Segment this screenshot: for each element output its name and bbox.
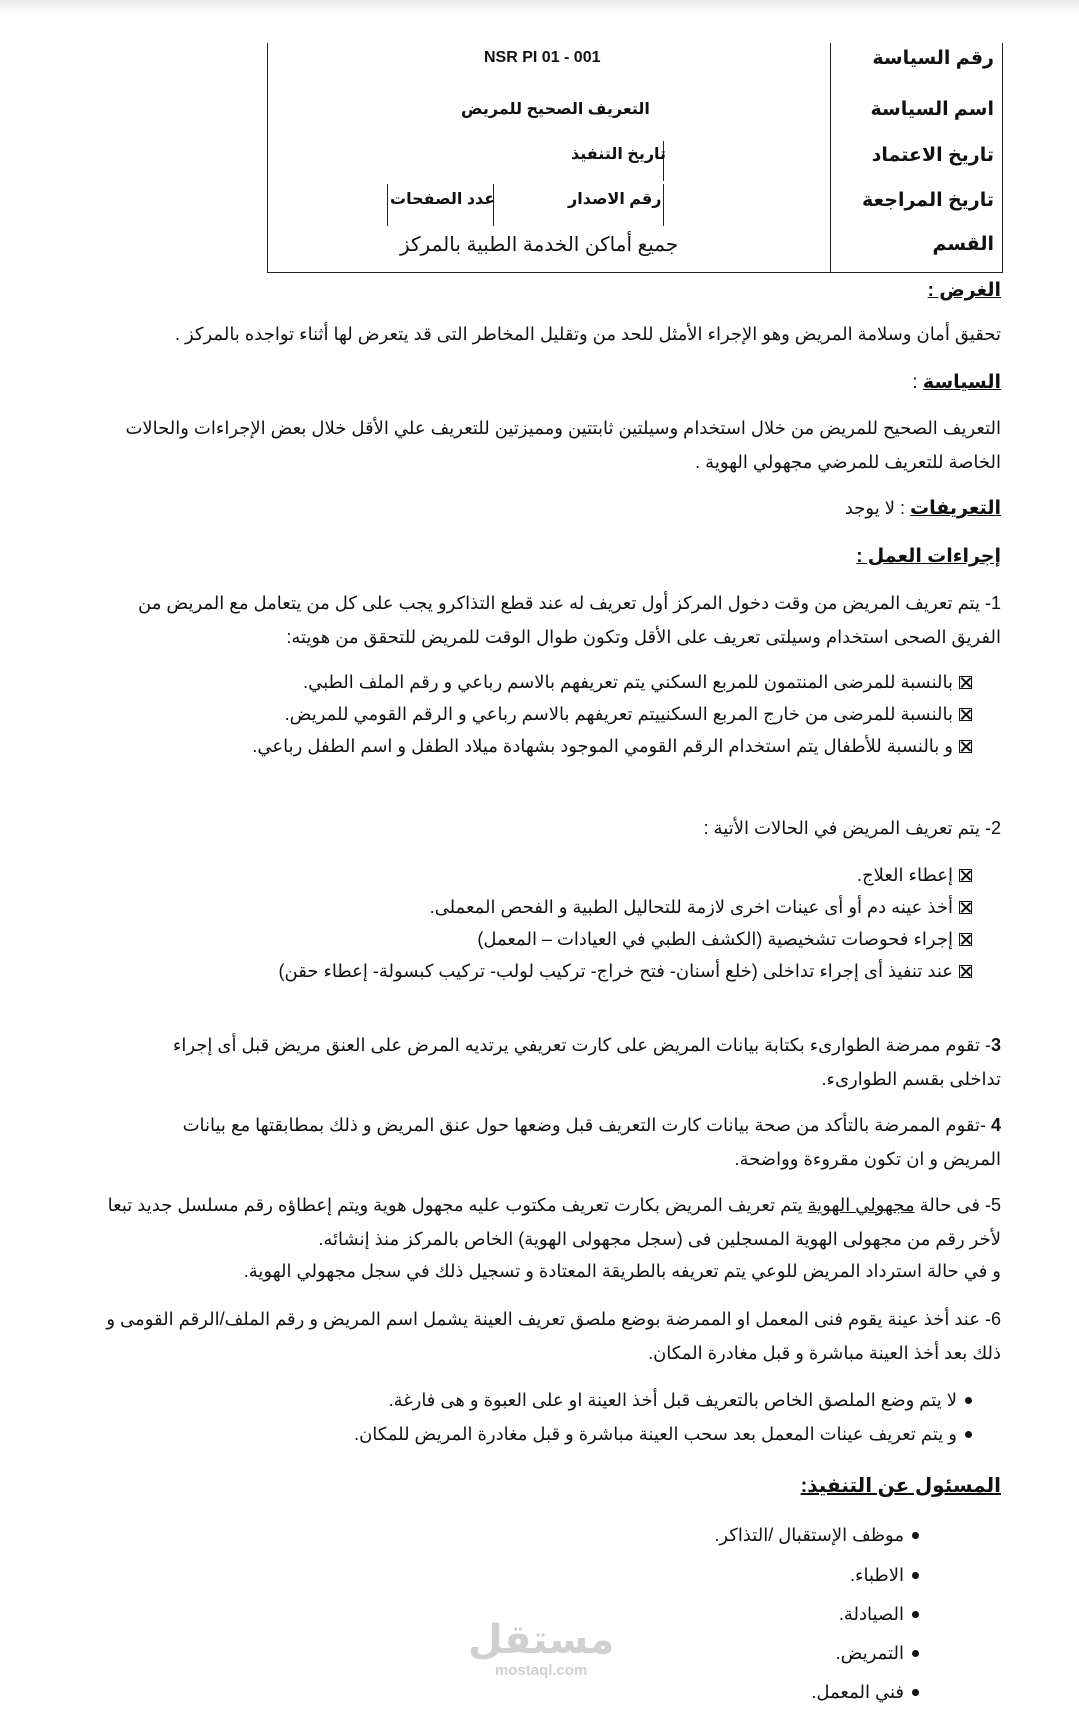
procedure-1-item: و بالنسبة للأطفال يتم استخدام الرقم القومي الموجود بشهادة ميلاد الطفل و اسم الطفل رباعي. bbox=[252, 736, 972, 758]
procedure-4-line-1: 4 -تقوم الممرضة بالتأكد من صحة بيانات كارت التعريف قبل وضعها حول عنق المريض و ذلك بمطابقتها مع بيانات bbox=[182, 1115, 1001, 1135]
responsible-item: الصيادلة. bbox=[839, 1604, 919, 1626]
responsible-item: موظف الإستقبال /التذاكر. bbox=[714, 1525, 919, 1547]
procedure-4-line-2: المريض و ان تكون مقروءة وواضحة. bbox=[734, 1149, 1001, 1169]
bullet-icon bbox=[912, 1689, 919, 1696]
policy-number-value: NSR PI 01 - 001 bbox=[484, 49, 601, 66]
unidentified-term: مجهولي الهوية bbox=[807, 1195, 915, 1215]
policy-name-value: التعريف الصحيح للمريض bbox=[461, 101, 650, 118]
bullet-icon bbox=[912, 1611, 919, 1618]
issue-number-label: رقم الاصدار bbox=[568, 191, 662, 208]
procedure-1-line-2: الفريق الصحى استخدام وسيلتى تعريف على الأقل وتكون طوال الوقت للمريض للتحقق من هويته: bbox=[286, 627, 1001, 647]
purpose-text: تحقيق أمان وسلامة المريض وهو الإجراء الأمثل للحد من وتقليل المخاطر التى قد يتعرض لها أثناء تواجده بالمركز . bbox=[175, 324, 1001, 344]
responsible-heading: المسئول عن التنفيذ: bbox=[800, 1475, 1001, 1497]
procedure-6-item: لا يتم وضع الملصق الخاص بالتعريف قبل أخذ العينة او على العبوة و هى فارغة. bbox=[389, 1390, 972, 1412]
bullet-icon bbox=[965, 1397, 972, 1404]
procedure-5-line-3: و في حالة استرداد المريض للوعي يتم تعريفه بالطريقة المعتادة و تسجيل ذلك في سجل مجهولي الهوية. bbox=[243, 1261, 1001, 1281]
checkbox-icon bbox=[959, 933, 972, 946]
department-label: القسم bbox=[932, 234, 994, 255]
policy-header-table bbox=[267, 43, 1003, 273]
procedure-5-line-1: 5- فى حالة مجهولي الهوية يتم تعريف المريض بكارت تعريف مكتوب عليه مجهول هوية ويتم إعطاؤه رقم مسلسل جديد تبعا bbox=[107, 1195, 1001, 1215]
procedure-2-item: إعطاء العلاج. bbox=[857, 865, 972, 887]
definitions-heading: التعريفات bbox=[910, 498, 1001, 519]
watermark-domain: mostaql.com bbox=[494, 1662, 588, 1679]
definitions-line bbox=[845, 498, 1001, 521]
procedure-4-number: 4 bbox=[990, 1115, 1001, 1135]
procedure-6-line-1: 6- عند أخذ عينة يقوم فنى المعمل او الممرضة بوضع ملصق تعريف العينة يشمل اسم المريض و رقم الملف/الرقم القومى و bbox=[106, 1309, 1001, 1329]
definitions-value: : لا يوجد bbox=[844, 498, 905, 518]
review-date-label: تاريخ المراجعة bbox=[862, 190, 994, 211]
procedure-2-item: عند تنفيذ أى إجراء تداخلى (خلع أسنان- فتح خراج- تركيب لولب- تركيب كبسولة- إعطاء حقن) bbox=[279, 961, 972, 983]
watermark-logo-text: مستقل bbox=[468, 1617, 615, 1663]
table-column-divider bbox=[830, 43, 831, 272]
procedure-5-line-2: لأخر رقم من مجهولى الهوية المسجلين فى (سجل مجهولى الهوية) الخاص بالمركز منذ إنشائه. bbox=[318, 1229, 1001, 1249]
cell-separator bbox=[663, 184, 664, 226]
procedures-heading: إجراءات العمل : bbox=[856, 546, 1001, 567]
policy-line-1: التعريف الصحيح للمريض من خلال استخدام وسيلتين ثابتتين ومميزتين للتعريف علي الأقل خلال بعض الإجراءات والحالات bbox=[125, 418, 1001, 438]
implementation-date-label: تاريخ التنفيذ bbox=[571, 146, 667, 163]
department-value: جميع أماكن الخدمة الطبية بالمركز bbox=[400, 234, 679, 256]
responsible-item: فني المعمل. bbox=[811, 1682, 919, 1704]
procedure-2-line: 2- يتم تعريف المريض في الحالات الأتية : bbox=[703, 818, 1001, 838]
checkbox-icon bbox=[959, 676, 972, 689]
procedure-1-item: بالنسبة للمرضى من خارج المربع السكنييتم تعريفهم بالاسم رباعي و الرقم القومي للمريض. bbox=[285, 704, 972, 726]
cell-separator bbox=[387, 184, 388, 226]
bullet-icon bbox=[965, 1431, 972, 1438]
checkbox-icon bbox=[959, 740, 972, 753]
policy-name-label: اسم السياسة bbox=[870, 99, 994, 120]
bullet-icon bbox=[912, 1650, 919, 1657]
bullet-icon bbox=[912, 1532, 919, 1539]
policy-heading-line bbox=[912, 372, 1001, 395]
policy-colon: : bbox=[912, 372, 918, 393]
responsible-item: الاطباء. bbox=[850, 1565, 919, 1587]
bullet-icon bbox=[912, 1572, 919, 1579]
policy-line-2: الخاصة للتعريف للمرضي مجهولي الهوية . bbox=[695, 452, 1001, 472]
procedure-2-item: إجراء فحوصات تشخيصية (الكشف الطبي في العيادات – المعمل) bbox=[477, 929, 972, 951]
purpose-heading: الغرض : bbox=[927, 280, 1001, 301]
checkbox-icon bbox=[959, 708, 972, 721]
procedure-6-line-2: ذلك بعد أخذ العينة مباشرة و قبل مغادرة المكان. bbox=[648, 1343, 1001, 1363]
procedure-6-item: و يتم تعريف عينات المعمل بعد سحب العينة مباشرة و قبل مغادرة المريض للمكان. bbox=[354, 1424, 972, 1446]
procedure-3-line-1: 3- تقوم ممرضة الطوارىء بكتابة بيانات المريض على كارت تعريفي يرتديه المرض على العنق مريض قبل أى إجراء bbox=[172, 1035, 1001, 1055]
procedure-1-item: بالنسبة للمرضى المنتمون للمربع السكني يتم تعريفهم بالاسم رباعي و رقم الملف الطبي. bbox=[303, 672, 972, 694]
checkbox-icon bbox=[959, 901, 972, 914]
checkbox-icon bbox=[959, 869, 972, 882]
procedure-3-number: 3 bbox=[990, 1035, 1001, 1055]
mostaql-watermark bbox=[468, 1617, 615, 1679]
procedure-2-item: أخذ عينه دم أو أى عينات اخرى لازمة للتحاليل الطبية و الفحص المعملى. bbox=[430, 897, 972, 919]
responsible-item: التمريض. bbox=[836, 1643, 919, 1665]
policy-number-label: رقم السياسة bbox=[872, 48, 994, 69]
pages-count-label: عدد الصفحات bbox=[390, 191, 496, 208]
procedure-3-line-2: تداخلى بقسم الطوارىء. bbox=[821, 1069, 1001, 1089]
policy-heading: السياسة bbox=[922, 372, 1001, 393]
checkbox-icon bbox=[959, 965, 972, 978]
procedure-1-line-1: 1- يتم تعريف المريض من وقت دخول المركز أول تعريف له عند قطع التذاكرو يجب على كل من يتعامل مع المريض من bbox=[138, 593, 1001, 613]
approval-date-label: تاريخ الاعتماد bbox=[871, 145, 994, 166]
